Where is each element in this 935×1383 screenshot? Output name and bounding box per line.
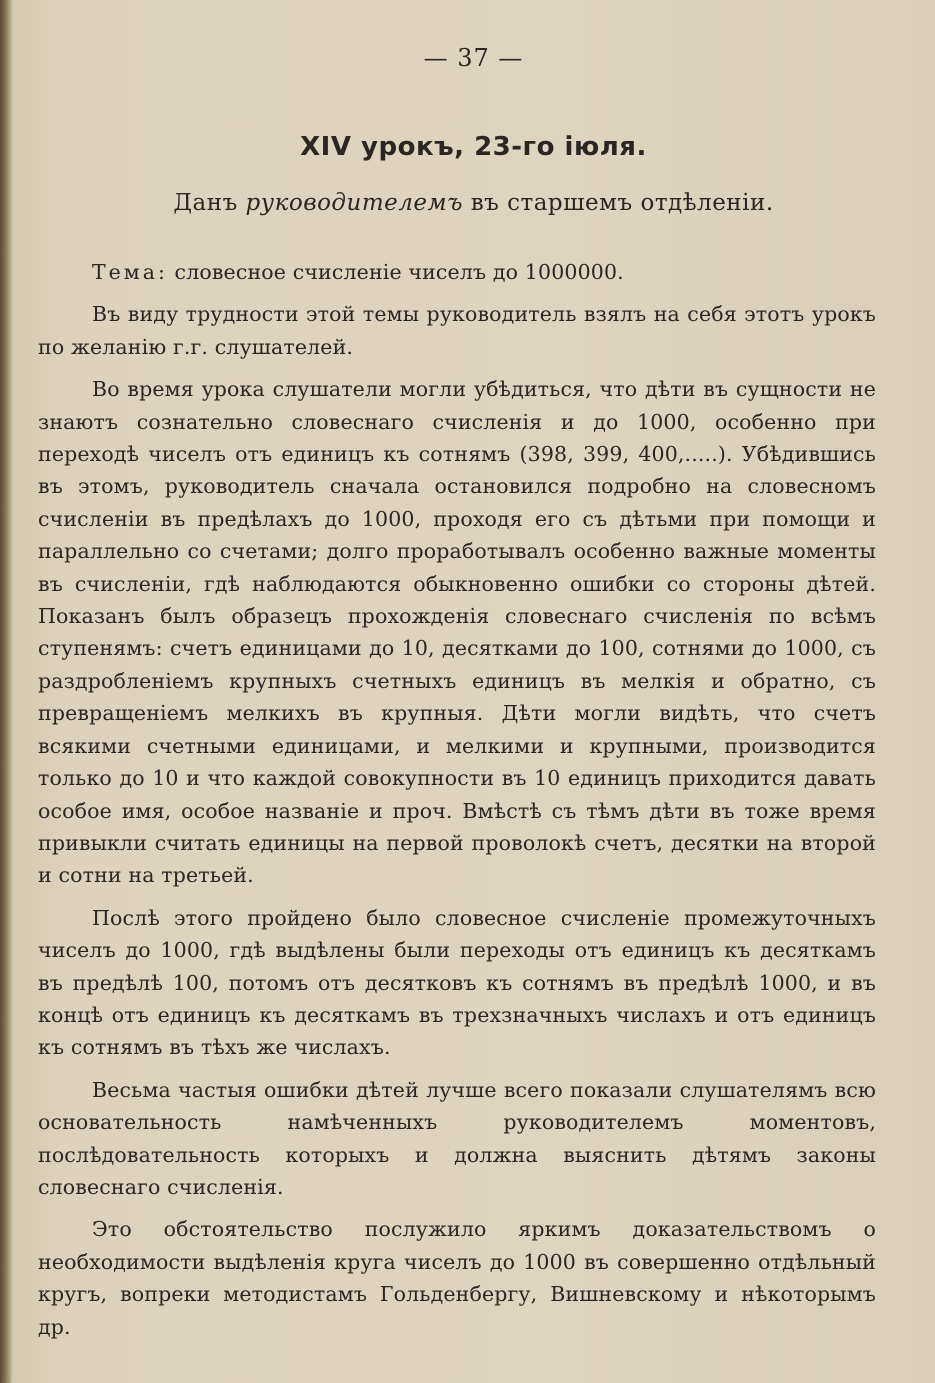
theme-line (38, 256, 876, 288)
paragraph-4: Весьма частыя ошибки дѣтей лучше всего показали слушателямъ всю основательность намѣченныхъ руководителемъ моментовъ, послѣдовательность которыхъ и должна выяснить дѣтямъ законы словеснаго счисленія. (38, 1077, 876, 1199)
lesson-subheading (12, 190, 935, 216)
paragraph-3: Послѣ этого пройдено было словесное счисленіе промежуточныхъ чиселъ до 1000, гдѣ выдѣлены были переходы отъ единицъ къ десяткамъ въ предѣлѣ 100, потомъ отъ десятковъ къ сотнямъ въ предѣлѣ 1000, и въ концѣ отъ единицъ къ десяткамъ въ трехзначныхъ числахъ и отъ единицъ къ сотнямъ въ тѣхъ же числахъ. (38, 905, 876, 1060)
page-number: — 37 — (423, 44, 524, 72)
paragraph-2: Во время урока слушатели могли убѣдиться, что дѣти въ сущности не знаютъ сознательно словеснаго счисленія и до 1000, особенно при переходѣ чиселъ отъ единицъ къ сотнямъ (398, 399, 400,.....). Убѣдившись въ этомъ, руководитель сначала остановился подробно на словесномъ счисленіи въ предѣлахъ до 1000, проходя его съ дѣтьми при помощи и параллельно со счетами; долго проработывалъ особенно важные моменты въ счисленіи, гдѣ наблюдаются обыкновенно ошибки со стороны дѣтей. Показанъ былъ образецъ прохожденія словеснаго счисленія по всѣмъ ступенямъ: счетъ единицами до 10, десятками до 100, сотнями до 1000, съ раздробленіемъ крупныхъ счетныхъ единицъ въ мелкія и обратно, съ превращеніемъ мелкихъ въ крупныя. Дѣти могли видѣть, что счетъ всякими счетными единицами, и мелкими и крупными, производится только до 10 и что каждой совокупности въ 10 единицъ приходится давать особое имя, особое названіе и проч. Вмѣстѣ съ тѣмъ дѣти въ тоже время привыкли считать единицы на первой проволокѣ счетъ, десятки на второй и сотни на третьей. (38, 377, 876, 888)
subheading-emphasis: руководителемъ (245, 190, 463, 216)
paragraph-1: Въ виду трудности этой темы руководитель взялъ на себя этотъ урокъ по желанію г.г. слушателей. (38, 302, 876, 359)
subheading-after: въ старшемъ отдѣленіи. (462, 190, 774, 216)
theme-label: Тема: (92, 260, 168, 284)
paragraph-5: Это обстоятельство послужило яркимъ доказательствомъ о необходимости выдѣленія круга чиселъ до 1000 въ совершенно отдѣльный кругъ, вопреки методистамъ Гольденбергу, Вишневскому и нѣкоторымъ др. (38, 1217, 876, 1339)
body-text (38, 256, 876, 1343)
book-binding-edge (0, 0, 12, 1383)
theme-text: словесное счисленіе чиселъ до 1000000. (167, 260, 624, 284)
book-page (12, 0, 935, 1383)
subheading-before: Данъ (173, 190, 246, 216)
lesson-heading: XIV урокъ, 23-го іюля. (300, 132, 647, 162)
